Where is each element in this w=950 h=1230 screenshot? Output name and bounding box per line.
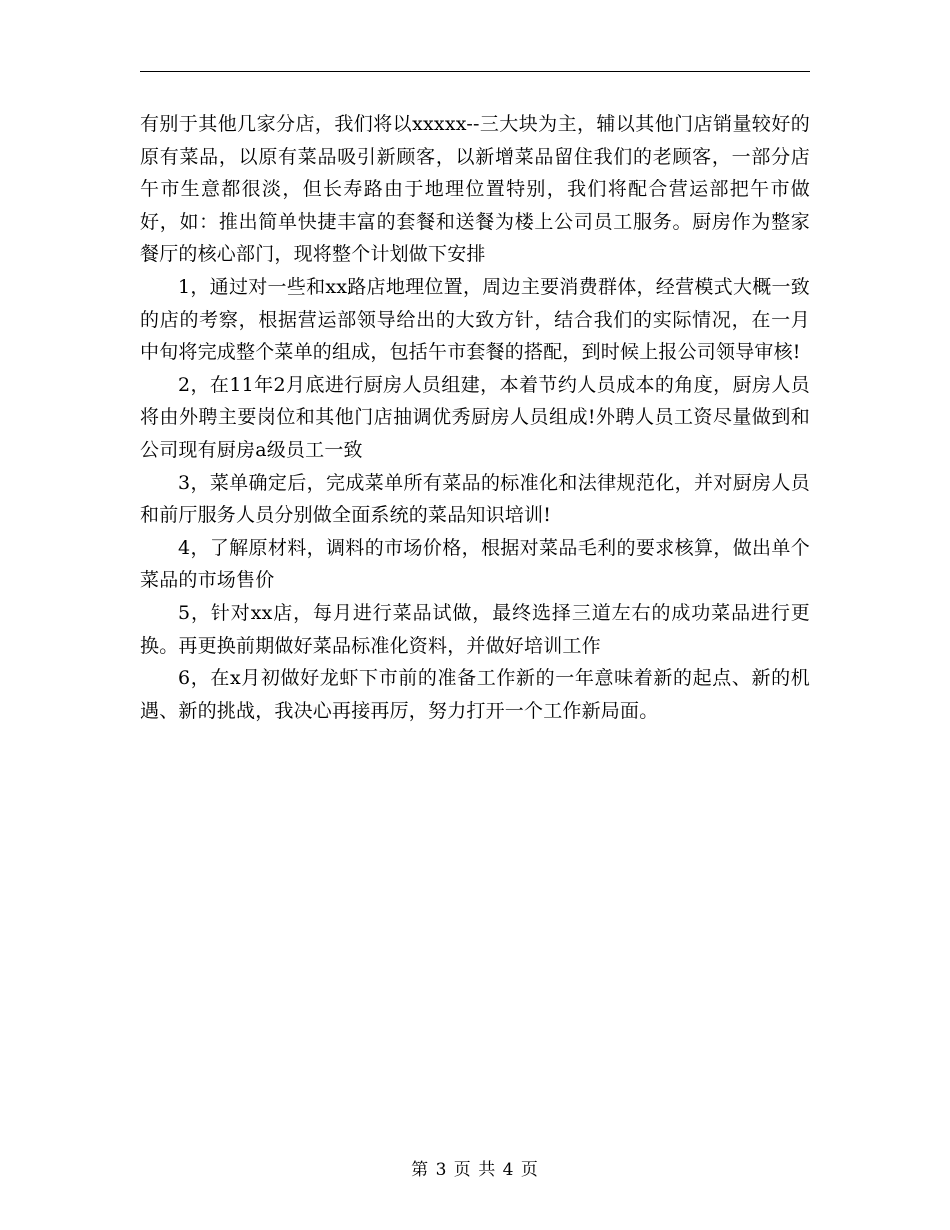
paragraph-item-6: 6，在x月初做好龙虾下市前的准备工作新的一年意味着新的起点、新的机遇、新的挑战，我决心再接再厉，努力打开一个工作新局面。 [140, 667, 810, 722]
document-body [140, 108, 810, 727]
page-number-footer: 第 3 页 共 4 页 [411, 1160, 539, 1180]
paragraph-item-1: 1，通过对一些和xx路店地理位置，周边主要消费群体，经营模式大概一致的店的考察，根据营运部领导给出的大致方针，结合我们的实际情况，在一月中旬将完成整个菜单的组成，包括午市套餐的搭配，到时候上报公司领导审核! [140, 275, 810, 364]
paragraph-intro: 有别于其他几家分店，我们将以xxxxx--三大块为主，辅以其他门店销量较好的原有菜品，以原有菜品吸引新顾客，以新增菜品留住我们的老顾客，一部分店午市生意都很淡，但长寿路由于地理位置特别，我们将配合营运部把午市做好，如：推出简单快捷丰富的套餐和送餐为楼上公司员工服务。厨房作为整家餐厅的核心部门，现将整个计划做下安排 [140, 113, 810, 266]
paragraph-item-4: 4，了解原材料，调料的市场价格，根据对菜品毛利的要求核算，做出单个菜品的市场售价 [140, 536, 810, 592]
paragraph-item-5: 5，针对xx店，每月进行菜品试做，最终选择三道左右的成功菜品进行更换。再更换前期做好菜品标准化资料，并做好培训工作 [140, 601, 810, 657]
paragraph-item-2: 2，在11年2月底进行厨房人员组建，本着节约人员成本的角度，厨房人员将由外聘主要岗位和其他门店抽调优秀厨房人员组成!外聘人员工资尽量做到和公司现有厨房a级员工一致 [140, 373, 810, 461]
paragraph-item-3: 3，菜单确定后，完成菜单所有菜品的标准化和法律规范化，并对厨房人员和前厅服务人员分别做全面系统的菜品知识培训! [140, 471, 810, 527]
header-rule [140, 71, 810, 72]
